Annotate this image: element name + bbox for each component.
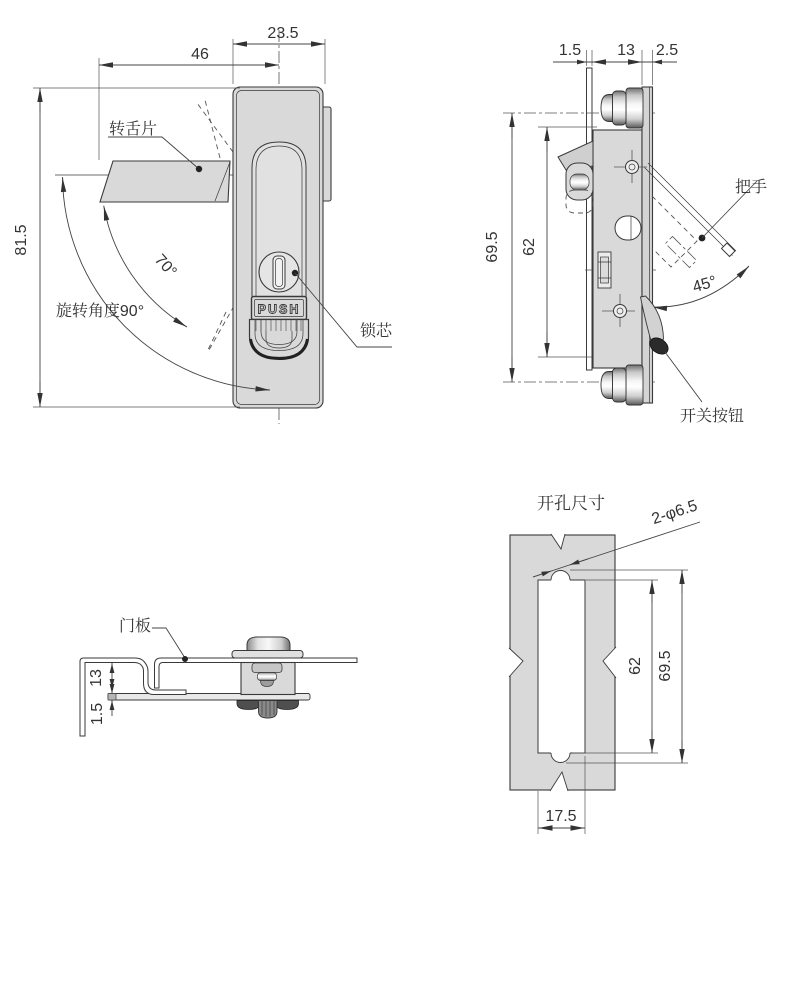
dim-body-depth-text: 13 xyxy=(617,42,635,59)
dimension-cutout-width xyxy=(538,808,585,828)
door-panel-callout xyxy=(119,617,188,662)
dimension-step-depth xyxy=(88,663,112,689)
handle-end-cap xyxy=(722,243,736,257)
lock-mechanism xyxy=(598,252,611,288)
body-slot xyxy=(615,216,641,240)
keyhole-slot xyxy=(273,256,285,289)
tongue-rotated-position-lines xyxy=(197,100,234,352)
dim-hole-span-text: 69.5 xyxy=(657,650,674,682)
dimension-body-height-side xyxy=(521,127,547,357)
mounting-flange xyxy=(232,651,303,659)
dim-face-thickness-text: 2.5 xyxy=(655,42,679,59)
dim-cutout-height-text: 62 xyxy=(627,657,644,675)
switch-button-label: 开关按钮 xyxy=(679,408,745,425)
handle-angle-arc xyxy=(652,266,749,308)
dim-hole-span-side-text: 69.5 xyxy=(484,231,501,263)
door-panel-leader-dot xyxy=(182,656,188,662)
hole-notch-top xyxy=(551,571,570,590)
hole-notch-bottom xyxy=(551,744,570,763)
dim-cutout-width-text: 17.5 xyxy=(545,808,577,825)
cutout-title: 开孔尺寸 xyxy=(537,494,605,513)
bottom-plunger xyxy=(601,365,643,405)
latch-tongue xyxy=(100,161,230,202)
holes-note-text: 2-φ6.5 xyxy=(649,497,700,529)
dim-body-height-side-text: 62 xyxy=(521,238,538,256)
tongue-label: 转舌片 xyxy=(108,121,158,138)
dim-tongue-reach-text: 46 xyxy=(191,46,209,63)
angle-70-text: 70° xyxy=(150,251,180,281)
dim-panel-thickness-text: 1.5 xyxy=(558,42,582,59)
section-view xyxy=(80,617,357,736)
front-view xyxy=(13,25,393,424)
dimension-cutout-height xyxy=(627,580,652,753)
cylinder-ring-1 xyxy=(252,663,282,673)
door-panel-label: 门板 xyxy=(118,618,152,635)
dimension-plate-thickness xyxy=(89,685,112,725)
angle-45-text: 45° xyxy=(690,273,719,297)
dimension-hole-span-side xyxy=(484,113,512,382)
cylinder-tip xyxy=(261,681,274,687)
dim-total-height-text: 81.5 xyxy=(13,224,30,256)
dim-step-depth-text: 13 xyxy=(88,669,105,687)
tongue-leader-dot xyxy=(196,166,202,172)
release-button[interactable] xyxy=(250,320,309,359)
handle-label: 把手 xyxy=(734,179,768,196)
dimension-hole-span xyxy=(657,570,682,763)
foot-left xyxy=(237,701,260,710)
cylinder-ring-2 xyxy=(258,673,277,681)
handle-cylinder-hidden xyxy=(665,236,696,267)
latch-plate-end-cap xyxy=(108,694,116,701)
push-dome-side xyxy=(247,637,290,651)
dimension-panel-thickness xyxy=(553,42,678,85)
dim-plate-thickness-text: 1.5 xyxy=(89,702,106,726)
cutout-hole xyxy=(538,580,585,753)
cutout-view xyxy=(509,494,700,834)
top-plunger xyxy=(601,88,643,128)
rotation-note-text: 旋转角度90° xyxy=(55,303,145,320)
foot-right xyxy=(276,701,299,710)
face-plate xyxy=(642,87,653,403)
side-view xyxy=(484,42,767,425)
handle-open-position xyxy=(645,163,768,268)
dim-body-width-text: 23.5 xyxy=(267,25,299,42)
lock-assembly-section xyxy=(232,637,303,718)
push-label: PUSH xyxy=(257,302,301,317)
cylinder-label: 锁芯 xyxy=(359,323,393,340)
switch-button-callout xyxy=(665,352,744,425)
